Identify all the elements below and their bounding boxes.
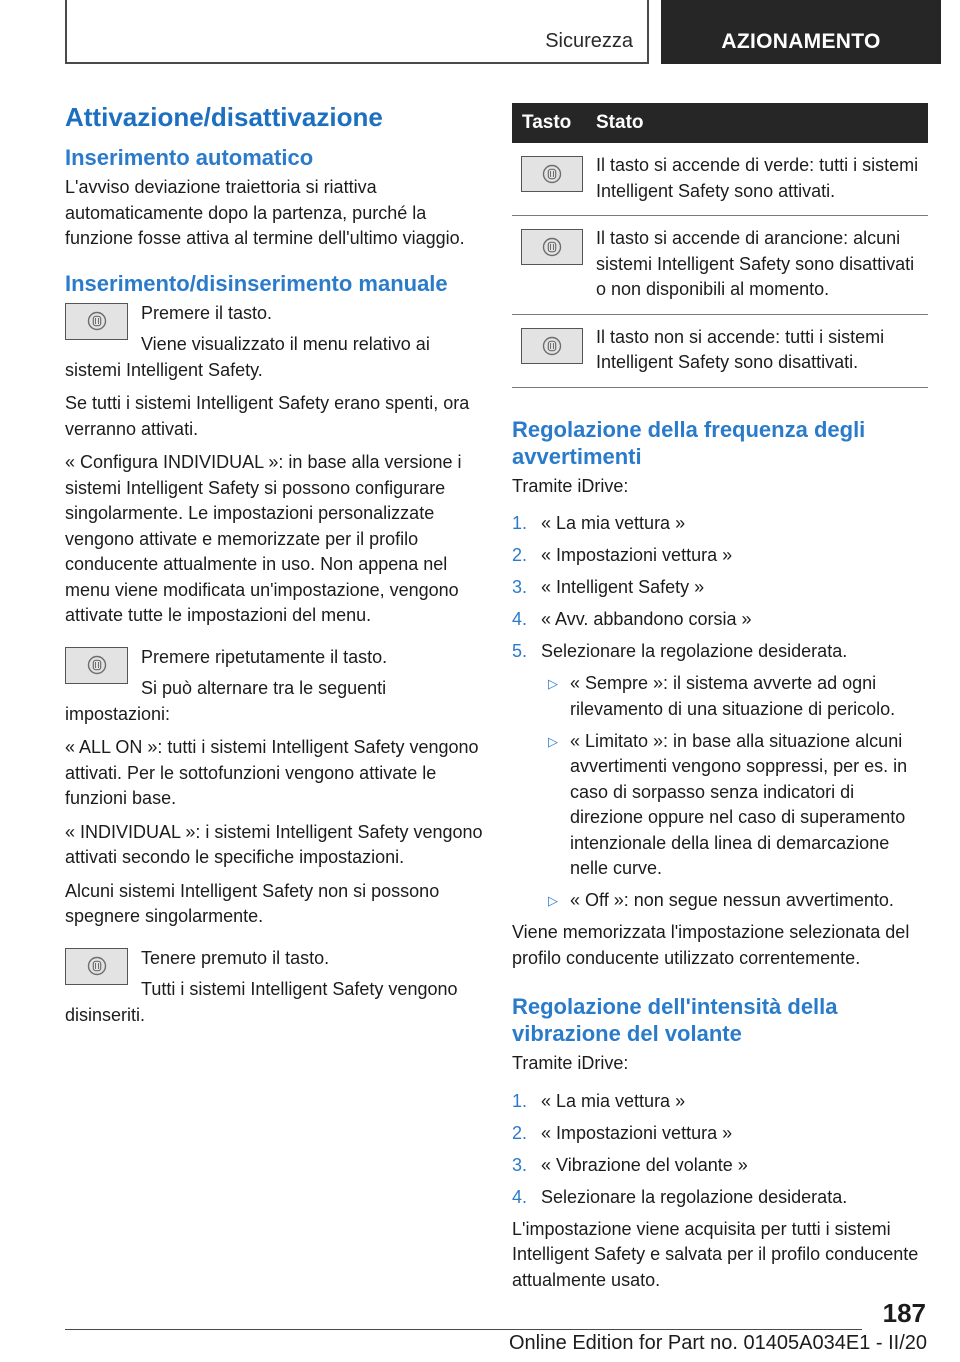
b1-text1: Viene visualizzato il menu relativo ai sistemi Intelligent Safety.	[65, 334, 430, 380]
b3-text1: Tutti i sistemi Intelligent Safety vengono disinseriti.	[65, 979, 458, 1025]
vib-outro: L'impostazione viene acquisita per tutti i sistemi Intelligent Safety e salvata per il profilo conducente attualmente usato.	[512, 1218, 919, 1290]
footer-divider	[65, 1329, 862, 1330]
intelligent-safety-icon	[521, 229, 583, 265]
b2-text4: Alcuni sistemi Intelligent Safety non si possono spegnere singolarmente.	[65, 880, 440, 926]
b1-action: Premere il tasto.	[141, 302, 273, 323]
triangle-bullet-icon: ▷	[548, 893, 558, 908]
intelligent-safety-icon	[521, 156, 583, 192]
manual-heading: Inserimento/disinserimento manuale	[65, 270, 448, 296]
intelligent-safety-icon	[65, 647, 128, 684]
list-item: ▷ « Off »: non segue nessun avvertimento.	[541, 888, 928, 914]
page-title: Attivazione/disattivazione	[65, 102, 383, 132]
table-cell-state: Il tasto si accende di verde: tutti i sistemi Intelligent Safety sono attivati.	[596, 155, 919, 201]
left-column	[65, 100, 483, 1036]
intelligent-safety-icon	[65, 948, 128, 985]
button-block-press	[65, 301, 483, 384]
freq-heading: Regolazione della frequenza degli avvertimenti	[512, 416, 866, 469]
freq-steps	[512, 511, 928, 665]
b2-text2: « ALL ON »: tutti i sistemi Intelligent Safety vengono attivati. Per le sottofunzioni vengono attivate le funzioni base.	[65, 737, 479, 808]
right-column	[512, 103, 928, 1301]
freq-outro: Viene memorizzata l'impostazione selezionata del profilo conducente utilizzato correntemente.	[512, 922, 910, 968]
list-item: 3. « Intelligent Safety »	[512, 577, 705, 597]
list-item: ▷ « Limitato »: in base alla situazione alcuni avvertimenti vengono soppressi, per es. in caso di sorpasso senza indicatori di direzione oppure nel caso di superamento intenzionale della linea di demarcazione nelle curve.	[541, 729, 928, 882]
triangle-bullet-icon: ▷	[548, 733, 558, 749]
b2-text3: « INDIVIDUAL »: i sistemi Intelligent Safety vengono attivati secondo le specifiche impostazioni.	[65, 821, 483, 867]
b2-text1: Si può alternare tra le seguenti impostazioni:	[65, 678, 387, 724]
freq-options	[541, 671, 928, 914]
freq-intro: Tramite iDrive:	[512, 475, 629, 496]
vib-intro: Tramite iDrive:	[512, 1053, 629, 1073]
table-cell-state: Il tasto non si accende: tutti i sistemi Intelligent Safety sono disattivati.	[596, 326, 885, 372]
list-item: 2. « Impostazioni vettura »	[512, 1122, 733, 1143]
table-row	[512, 315, 928, 388]
list-item: 4. Selezionare la regolazione desiderata.	[512, 1186, 848, 1207]
intelligent-safety-icon	[65, 303, 128, 340]
list-item: 1. « La mia vettura »	[512, 1090, 686, 1111]
list-item: 5. Selezionare la regolazione desiderata.	[512, 641, 848, 661]
button-block-hold	[65, 946, 483, 1029]
list-item: ▷ « Sempre »: il sistema avverte ad ogni rilevamento di una situazione di pericolo.	[541, 671, 928, 722]
header-section-tab	[65, 0, 649, 64]
table-header-state: Stato	[596, 112, 644, 133]
vib-heading: Regolazione dell'intensità della vibrazione del volante	[512, 994, 838, 1046]
table-cell-state: Il tasto si accende di arancione: alcuni sistemi Intelligent Safety sono disattivati o non disponibili al momento.	[596, 228, 915, 299]
b1-text3: « Configura INDIVIDUAL »: in base alla versione i sistemi Intelligent Safety si possono configurare singolarmente. Le impostazioni personalizzate vengono attivate e memorizzate per il profilo conducente attualmente in uso. Non appena nel menu viene modificata un'impostazione, vengono attivate tutte le impostazioni del menu.	[65, 452, 462, 625]
b3-action: Tenere premuto il tasto.	[141, 947, 330, 968]
list-item: 4. « Avv. abbandono corsia »	[512, 609, 752, 629]
vib-steps	[512, 1089, 928, 1211]
header-chapter-tab	[661, 0, 941, 64]
b2-action: Premere ripetutamente il tasto.	[141, 646, 388, 667]
table-row	[512, 216, 928, 315]
auto-heading: Inserimento automatico	[65, 145, 314, 170]
b1-text2: Se tutti i sistemi Intelligent Safety erano spenti, ora verranno attivati.	[65, 393, 470, 439]
table-row	[512, 143, 928, 216]
footer-edition: Online Edition for Part no. 01405A034E1 - II/20	[508, 1332, 927, 1354]
triangle-bullet-icon: ▷	[548, 676, 558, 691]
list-item: 2. « Impostazioni vettura »	[512, 545, 733, 565]
button-block-repeat	[65, 645, 483, 728]
table-header	[512, 103, 928, 143]
list-item: 1. « La mia vettura »	[512, 513, 686, 533]
intelligent-safety-icon	[521, 328, 583, 364]
header-section-label: Sicurezza	[545, 30, 633, 52]
list-item: 3. « Vibrazione del volante »	[512, 1154, 748, 1175]
auto-text: L'avviso deviazione traiettoria si riattiva automaticamente dopo la partenza, purché la funzione fosse attiva al termine dell'ultimo viaggio.	[65, 177, 465, 248]
page-number: 187	[882, 1298, 926, 1328]
table-header-key: Tasto	[522, 112, 572, 133]
header-chapter-label: AZIONAMENTO	[721, 30, 881, 53]
status-table	[512, 103, 928, 388]
